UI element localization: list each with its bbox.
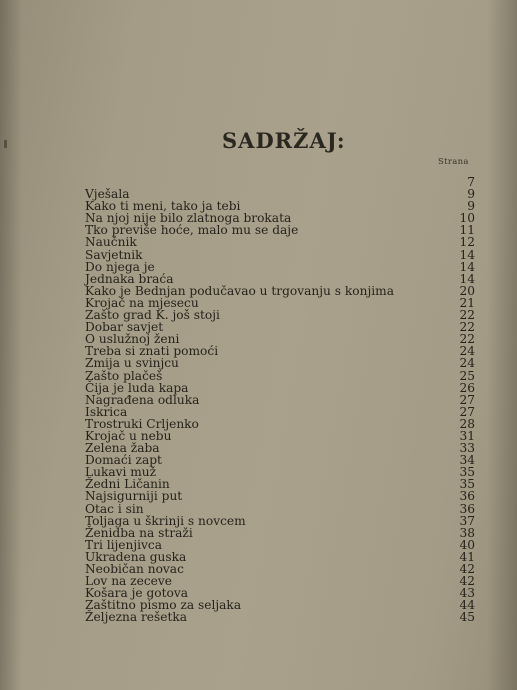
toc-entry-page: 35 — [459, 465, 475, 480]
page-title: SADRŽAJ: — [222, 128, 346, 153]
toc-entry-page: 22 — [459, 332, 475, 347]
toc-entry-page: 31 — [459, 428, 475, 443]
toc-entry-title: Lukavi muž — [85, 465, 157, 480]
toc-entry-title: Željezna rešetka — [85, 610, 188, 625]
toc-entry-page: 34 — [459, 453, 475, 468]
page-column-label: Strana — [438, 157, 469, 167]
toc-entry-page: 24 — [459, 344, 475, 359]
toc-entry-title: Nagrađena odluka — [85, 392, 200, 407]
toc-entry-page: 25 — [459, 368, 475, 383]
toc-entry-title: O uslužnoj ženi — [85, 332, 180, 347]
toc-entry-title: Ženidba na straži — [85, 525, 193, 540]
toc-entry-title: Čija je luda kapa — [85, 380, 189, 395]
toc-entry — [85, 370, 475, 382]
toc-entry — [85, 611, 475, 623]
toc-entry-page: 20 — [459, 283, 475, 298]
toc-entry-title: Treba si znati pomoći — [85, 344, 219, 359]
toc-entry — [85, 176, 475, 188]
toc-entry-page: 42 — [459, 562, 475, 576]
toc-entry-title: Ukradena guska — [85, 549, 187, 564]
toc-entry-page: 10 — [459, 211, 475, 226]
table-of-contents — [85, 176, 475, 623]
page-shadow-left — [0, 0, 22, 690]
toc-entry-page: 35 — [459, 477, 475, 492]
toc-entry-page: 24 — [459, 356, 475, 371]
toc-entry-title: Naučnik — [85, 235, 137, 250]
toc-entry — [85, 236, 475, 248]
toc-entry — [85, 357, 475, 369]
toc-entry-title: Krojač na mjesecu — [85, 295, 199, 310]
toc-entry-page: 44 — [459, 598, 475, 613]
toc-entry — [85, 503, 475, 515]
toc-entry-page: 9 — [467, 187, 475, 202]
toc-entry-page: 12 — [459, 235, 475, 250]
ink-mark — [4, 140, 7, 148]
toc-entry-page: 22 — [459, 308, 475, 323]
toc-entry-page: 27 — [459, 404, 475, 419]
toc-entry — [85, 382, 475, 394]
toc-entry-title: Zmija u svinjcu — [85, 356, 179, 371]
toc-entry — [85, 224, 475, 236]
toc-entry-page: 45 — [459, 610, 475, 625]
toc-entry-page: 37 — [459, 513, 475, 528]
toc-entry-title: Na njoj nije bilo zlatnoga brokata — [85, 211, 292, 226]
toc-entry-page: 14 — [459, 259, 475, 274]
toc-entry-title: Žedni Ličanin — [85, 477, 170, 492]
toc-entry — [85, 515, 475, 527]
toc-entry-title: Otac i sin — [85, 501, 144, 516]
toc-entry-title: Vješala — [85, 187, 130, 202]
toc-entry-title: Neobičan novac — [85, 562, 184, 576]
page-shadow-right — [487, 0, 517, 690]
toc-entry-title: Domaći zapt — [85, 453, 162, 468]
toc-entry-title: Kako je Bednjan podučavao u trgovanju s konjima — [85, 283, 394, 298]
toc-entry-title: Jednaka braća — [85, 271, 174, 286]
toc-entry-page: 21 — [459, 295, 475, 310]
toc-entry — [85, 261, 475, 273]
toc-entry-page: 9 — [467, 199, 475, 214]
toc-entry-page: 40 — [459, 537, 475, 552]
toc-entry-title: Krojač u nebu — [85, 428, 172, 443]
toc-entry — [85, 394, 475, 406]
toc-entry-page: 36 — [459, 489, 475, 504]
toc-entry-page: 41 — [459, 549, 475, 564]
toc-entry-page: 26 — [459, 380, 475, 395]
toc-entry — [85, 490, 475, 502]
toc-entry-page: 14 — [459, 247, 475, 262]
toc-entry-page: 36 — [459, 501, 475, 516]
toc-entry-page: 28 — [459, 416, 475, 431]
toc-entry-title: Zašto plačeš — [85, 368, 163, 383]
toc-entry-title: Tri lijenjivca — [85, 537, 163, 552]
toc-entry-title: Zašto grad K. još stoji — [85, 308, 220, 323]
toc-entry-title: Zelena žaba — [85, 441, 160, 456]
toc-entry-page: 33 — [459, 441, 475, 456]
toc-entry-page: 42 — [459, 574, 475, 589]
toc-entry-page: 43 — [459, 586, 475, 601]
toc-entry-page: 27 — [459, 392, 475, 407]
toc-entry-page: 7 — [467, 175, 475, 189]
toc-entry-title: Kako ti meni, tako ja tebi — [85, 199, 241, 214]
toc-entry-title: Košara je gotova — [85, 586, 188, 601]
toc-entry-title: Tko previše hoće, malo mu se daje — [85, 223, 299, 238]
toc-entry-title: Do njega je — [85, 259, 155, 274]
toc-entry-page: 22 — [459, 320, 475, 335]
toc-entry — [85, 249, 475, 261]
toc-entry-page: 11 — [459, 223, 475, 238]
toc-entry-title: Zaštitno pismo za seljaka — [85, 598, 242, 613]
toc-entry-title: Toljaga u škrinji s novcem — [85, 513, 246, 528]
toc-entry-title: Trostruki Crljenko — [85, 416, 199, 431]
toc-entry-page: 14 — [459, 271, 475, 286]
toc-entry-title: Savjetnik — [85, 247, 143, 262]
toc-entry-title: Iskrica — [85, 404, 128, 419]
toc-entry-title: Lov na zeceve — [85, 574, 172, 589]
toc-entry-title: Najsigurniji put — [85, 489, 183, 504]
toc-entry-page: 38 — [459, 525, 475, 540]
toc-entry-title: Dobar savjet — [85, 320, 164, 335]
toc-entry — [85, 527, 475, 539]
